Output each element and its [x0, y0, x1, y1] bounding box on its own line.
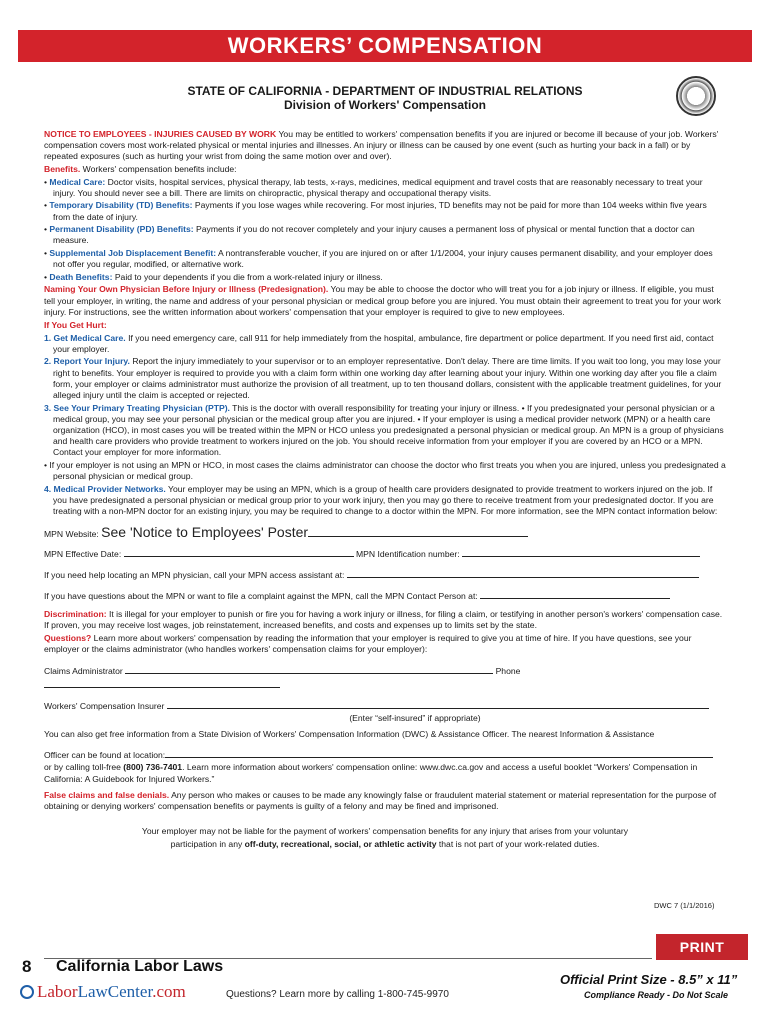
form-id: DWC 7 (1/1/2016) — [654, 901, 715, 910]
print-button[interactable]: PRINT — [656, 934, 748, 960]
false-claims-paragraph — [44, 790, 726, 812]
hurt-heading: If You Get Hurt: — [44, 319, 107, 330]
mpn-help-label: If you need help locating an MPN physician, call your MPN access assistant at: — [44, 569, 345, 580]
phone-field[interactable] — [44, 678, 280, 688]
division-name: Division of Workers' Compensation — [284, 98, 486, 112]
false-claims-text: Any person who makes or causes to be made any knowingly false or fraudulent material statement or material representation for the purpose of obtaining or denying workers' compensation benefits or payments is guilty of a felony and may be fined and imprisoned. — [44, 789, 717, 812]
mpn-id-field[interactable] — [462, 547, 700, 557]
benefit-label: Temporary Disability (TD) Benefits: — [49, 200, 193, 211]
mpn-effective-label: MPN Effective Date: — [44, 548, 122, 559]
mpn-website-label: MPN Website: — [44, 529, 99, 540]
benefit-item: • Temporary Disability (TD) Benefits: Payments if you lose wages while recovering. For most injuries, TD benefits may not be paid for more than 104 weeks within five years from the date of injury. — [44, 200, 707, 222]
benefits-intro — [44, 164, 726, 175]
predesignation-text: You may be able to choose the doctor who will treat you for a job injury or illness. If eligible, you must tell your employer, in writing, the name and address of your personal physician or medical group before you are injured. You must obtain their agreement to treat you for your work injury. For instructions, see the written information about workers' compensation that your employer is required to give to new employees. — [44, 284, 721, 317]
logo-mark-icon — [20, 985, 34, 999]
dwc-location-field[interactable] — [165, 748, 713, 758]
liability-line2 — [44, 839, 726, 850]
mpn-website-field[interactable]: See 'Notice to Employees' Poster — [101, 524, 309, 541]
predesignation-lead: Naming Your Own Physician Before Injury or Illness (Predesignation). — [44, 284, 329, 295]
mpn-effective-field[interactable] — [124, 547, 354, 557]
benefit-text: A nontransferable voucher, if you are injured on or after 1/1/2004, your injury causes permanent disability, and your employer does not offer you regular, modified, or alternative work. — [53, 247, 713, 270]
claims-admin-label: Claims Administrator — [44, 666, 123, 677]
benefit-label: Medical Care: — [49, 176, 106, 187]
hurt-step-text: This is the doctor with overall responsibility for treating your injury or illness. • If you predesignated your personal physician or a medical group, you may see your personal physician or the medical group after you are injured. • If your employer is using a medical provider network (MPN) or a health care organization (HCO), in most cases you will be treated within the MPN or HCO unless you predesignated a personal physician or medical group. An MPN is a group of physicians and health care providers who provide treatment to workers injured on the job. You should receive information from your employer if you are covered by an HCO or a MPN. Contact your employer for more information. — [53, 402, 724, 458]
benefit-label: Death Benefits: — [49, 271, 113, 282]
liability-line1: Your employer may not be liable for the payment of workers' compensation benefits for any injury that arises from your voluntary — [141, 826, 629, 837]
questions-lead: Questions? — [44, 633, 92, 643]
logo-part-c: .com — [152, 982, 186, 1001]
benefit-item: • Supplemental Job Displacement Benefit: A nontransferable voucher, if you are injured on or after 1/1/2004, your injury causes permanent disability, and your employer does not offer you regular, modified, or alternative work. — [44, 247, 713, 270]
state-seal-icon — [676, 76, 716, 116]
discrimination-text: It is illegal for your employer to punish or fire you for having a work injury or illness, for filing a claim, or testifying in another person's workers' compensation case. If proven, you may receive lost wages, job reinstatement, increased benefits, and costs and expenses up to limits set by the state. — [44, 609, 723, 631]
benefit-label: Supplemental Job Displacement Benefit: — [49, 247, 217, 258]
footer-questions: Questions? Learn more by calling 1-800-745-9970 — [226, 989, 449, 1000]
mpn-contact-row — [44, 589, 726, 602]
mpn-website-row — [44, 524, 726, 541]
hurt-step-label: 3. See Your Primary Treating Physician (PTP). — [44, 402, 230, 413]
dwc-phone: (800) 736-7401 — [123, 762, 183, 773]
notice-paragraph — [44, 129, 726, 163]
agency-header — [0, 84, 770, 112]
dwc-info-line3 — [44, 762, 726, 784]
hurt-step-text: If you need emergency care, call 911 for help immediately from the hospital, ambulance, fire department or police department. If you need first aid, contact your employer. — [53, 332, 714, 354]
notice-lead: NOTICE TO EMPLOYEES - INJURIES CAUSED BY WORK — [44, 129, 277, 139]
hurt-step — [44, 333, 726, 355]
discrimination-paragraph — [44, 609, 726, 631]
page-banner: WORKERS’ COMPENSATION — [18, 30, 752, 62]
benefit-text: Doctor visits, hospital services, physical therapy, lab tests, x-rays, medicines, medical equipment and travel costs that are reasonably necessary to treat your injury. You should never see a bill. There are limits on chiropractic, physical therapy and occupational therapy visits. — [53, 176, 703, 198]
mpn-help-row — [44, 568, 726, 581]
insurer-row — [44, 699, 726, 712]
insurer-note: (Enter “self-insured” if appropriate) — [349, 713, 481, 724]
laborlawcenter-logo[interactable] — [20, 982, 186, 1002]
page-number: 8 — [22, 957, 32, 976]
dwc-location-row — [44, 748, 726, 761]
benefits-lead: Benefits. — [44, 164, 81, 174]
insurer-label: Workers' Compensation Insurer — [44, 700, 165, 711]
hurt-step — [44, 484, 726, 518]
predesignation-paragraph — [44, 284, 726, 318]
hurt-step — [44, 403, 726, 459]
insurer-field[interactable] — [167, 699, 709, 709]
dwc-location-label: Officer can be found at location: — [44, 749, 166, 760]
hurt-step-text: Report the injury immediately to your supervisor or to an employer representative. Don't delay. There are time limits. If you wait too long, you may lose your right to benefits. Your employer is required to provide you with a claim form within one working day after learning about your injury. Within one working day after you file a claim form, your employer or claims administrator must authorize the provision of all treatment, up to ten thousand dollars, consistent with the applicable treatment guidelines, for your alleged injury until the claim is accepted or rejected. — [53, 356, 722, 400]
mpn-contact-field[interactable] — [480, 589, 670, 599]
hurt-step-label: 2. Report Your Injury. — [44, 356, 130, 367]
hurt-step — [44, 356, 726, 401]
dwc-more-text: . Learn more information about workers' compensation online: www.dwc.ca.gov and access a useful booklet “Workers' Compensation in California: A Guidebook for Injured Workers.” — [44, 762, 698, 784]
benefit-text: Payments if you lose wages while recovering. For most injuries, TD benefits may not be paid for more than 104 weeks within five years from the date of injury. — [53, 200, 707, 222]
mpn-date-row — [44, 547, 726, 560]
print-size-note: Official Print Size - 8.5” x 11” — [560, 972, 738, 987]
mpn-help-field[interactable] — [347, 568, 699, 578]
compliance-note: Compliance Ready - Do Not Scale — [584, 990, 729, 1000]
benefit-item: • Permanent Disability (PD) Benefits: Payments if you do not recover completely and your injury causes a permanent loss of physical or mental function that a doctor can measure. — [44, 224, 695, 246]
hurt-step-text: • If your employer is not using an MPN or HCO, in most cases the claims administrator can choose the doctor who first treats you when you are injured, unless you predesignated a personal physician or medical group. — [44, 459, 726, 482]
mpn-id-label: MPN Identification number: — [356, 548, 460, 559]
benefits-text: Workers' compensation benefits include: — [80, 164, 237, 174]
benefit-item: • Medical Care: Doctor visits, hospital services, physical therapy, lab tests, x-rays, medicines, medical equipment and travel costs that are reasonably necessary to treat your injury. You should never see a bill. There are limits on chiropractic, physical therapy and occupational therapy visits. — [44, 176, 703, 198]
notice-text: You may be entitled to workers' compensation benefits if you are injured or become ill because of your job. Workers' compensation covers most work-related physical or mental injuries and illnesses. An injury or illness can be caused by one event (such as hurting your back in a fall) or by repeated exposures (such as hurting your wrist from doing the same motion over and over). — [44, 129, 719, 162]
benefit-item: • Death Benefits: Paid to your dependents if you die from a work-related injury or illness. — [44, 271, 383, 282]
footer-title: California Labor Laws — [56, 958, 224, 975]
dwc-info-line1: You can also get free information from a State Division of Workers' Compensation Information (DWC) & Assistance Officer. The nearest Information & Assistance — [44, 728, 655, 739]
benefit-text: Paid to your dependents if you die from a work-related injury or illness. — [112, 271, 383, 282]
discrimination-lead: Discrimination: — [44, 609, 107, 620]
false-claims-lead: False claims and false denials. — [44, 789, 170, 800]
agency-name: STATE OF CALIFORNIA - DEPARTMENT OF INDUSTRIAL RELATIONS — [187, 84, 583, 98]
hurt-step-text: Your employer may be using an MPN, which is a group of health care providers designated to provide treatment to workers injured on the job. If you have predesignated a personal physician or medical group prior to your work injury, then you may go there to receive treatment from your predesignated doctor. If you are treating with a non-MPN doctor for an existing injury, you may be required to change to a doctor within the MPN. For more information, see the MPN contact information below: — [53, 483, 718, 517]
questions-text: Learn more about workers' compensation by reading the information that your employer is required to give you at time of hire. If you have questions, see your employer or the claims administrator (who handles workers' compensation claims for your employer): — [44, 633, 692, 655]
logo-part-a: Labor — [37, 982, 78, 1001]
dwc-call-text: or by calling toll-free — [44, 762, 124, 773]
liability-text-c: that is not part of your work-related duties. — [436, 838, 600, 849]
claims-row — [44, 664, 726, 690]
claims-admin-field[interactable] — [125, 664, 493, 674]
mpn-website-line — [308, 527, 528, 537]
mpn-contact-label: If you have questions about the MPN or want to file a complaint against the MPN, call the MPN Contact Person at: — [44, 591, 478, 601]
liability-text-a: participation in any — [170, 838, 245, 849]
hurt-step-label: 1. Get Medical Care. — [44, 332, 126, 343]
questions-paragraph — [44, 633, 726, 655]
hurt-step-label: 4. Medical Provider Networks. — [44, 483, 166, 494]
liability-activity: off-duty, recreational, social, or athletic activity — [244, 838, 437, 849]
notice-body — [44, 129, 726, 851]
hurt-step — [44, 460, 726, 482]
benefit-text: Payments if you do not recover completely and your injury causes a permanent loss of physical or mental function that a doctor can measure. — [53, 224, 695, 246]
phone-label: Phone — [495, 666, 521, 677]
benefit-label: Permanent Disability (PD) Benefits: — [49, 224, 194, 235]
logo-part-b: LawCenter — [77, 982, 153, 1001]
